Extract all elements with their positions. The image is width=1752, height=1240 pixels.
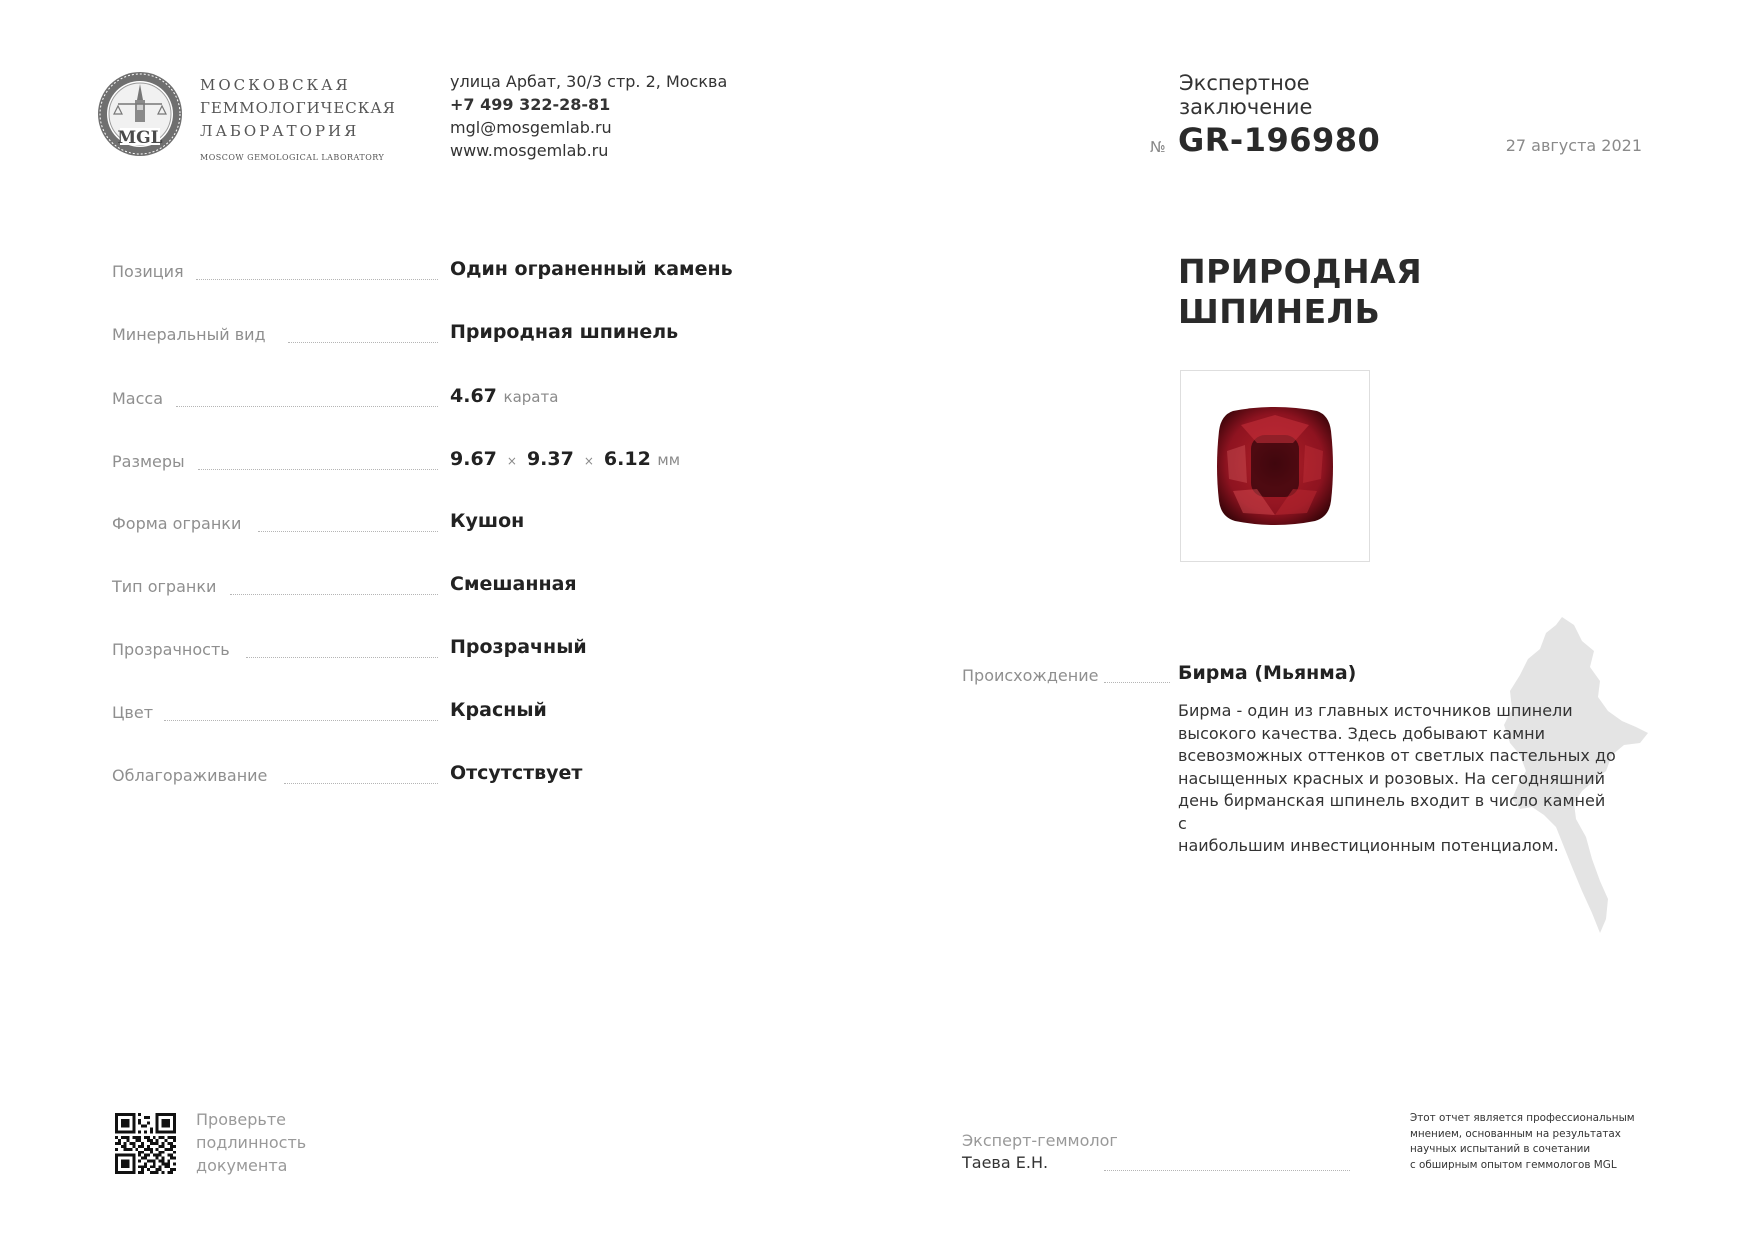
property-row-cut-shape: [112, 510, 1012, 540]
lab-contacts: [450, 70, 727, 162]
dimension-length: 9.67: [450, 448, 497, 470]
mass-unit: карата: [503, 388, 559, 406]
qr-code[interactable]: [115, 1113, 176, 1174]
property-label: Позиция: [112, 262, 184, 281]
property-row-cut-type: [112, 573, 1012, 603]
stone-title-line-2: ШПИНЕЛЬ: [1178, 292, 1381, 331]
property-label: Тип огранки: [112, 577, 217, 596]
signature-line: [1104, 1170, 1350, 1171]
verify-line: документа: [196, 1156, 288, 1175]
leader-dots: [176, 406, 438, 407]
document-kind-line-2: заключение: [1179, 95, 1313, 119]
number-sign: №: [1150, 138, 1166, 156]
stone-photo: [1180, 370, 1370, 562]
disclaimer-line: с обширным опытом геммологов MGL: [1410, 1158, 1617, 1171]
property-row-treatment: [112, 762, 1012, 792]
origin-description-line: высокого качества. Здесь добывают камни: [1178, 723, 1546, 743]
origin-description-line: день бирманская шпинель входит в число камней с: [1178, 791, 1606, 833]
phone-number[interactable]: +7 499 322-28-81: [450, 95, 611, 114]
origin-description-line: всевозможных оттенков от светлых пастельных до: [1178, 746, 1616, 765]
lab-name: [200, 74, 396, 169]
property-row-dimensions: [112, 448, 1012, 478]
disclaimer-line: научных испытаний в сочетании: [1410, 1143, 1591, 1155]
property-value: Прозрачный: [450, 636, 587, 658]
property-value: Кушон: [450, 510, 525, 532]
expert-name: Таева Е.Н.: [962, 1153, 1049, 1172]
disclaimer-line: мнением, основанным на результатах: [1410, 1127, 1621, 1140]
document-kind: [1179, 71, 1312, 119]
dimension-width: 9.37: [526, 448, 574, 470]
leader-dots: [230, 594, 438, 595]
property-label: Прозрачность: [112, 640, 230, 659]
leader-dots: [196, 279, 438, 280]
leader-dots: [198, 469, 438, 470]
origin-label: Происхождение: [962, 666, 1099, 685]
property-value: Смешанная: [450, 573, 577, 595]
property-value: Природная шпинель: [450, 321, 679, 343]
disclaimer: [1410, 1111, 1640, 1173]
document-kind-line-1: Экспертное: [1179, 71, 1310, 95]
disclaimer-line: Этот отчет является профессиональным: [1410, 1112, 1635, 1124]
property-label: Масса: [112, 389, 164, 408]
dimension-unit: мм: [657, 451, 681, 469]
leader-dots: [1104, 682, 1170, 683]
origin-description: [1178, 700, 1618, 858]
leader-dots: [288, 342, 438, 343]
verify-line: Проверьте: [196, 1110, 286, 1129]
lab-name-line-1: МОСКОВСКАЯ: [200, 76, 351, 94]
lab-name-line-2: ГЕММОЛОГИЧЕСКАЯ: [200, 99, 396, 117]
property-value: [450, 385, 558, 407]
property-value: [450, 448, 680, 470]
lab-name-english: MOSCOW GEMOLOGICAL LABORATORY: [200, 153, 385, 162]
times-sign: ×: [506, 454, 517, 468]
leader-dots: [164, 720, 438, 721]
mass-value: 4.67: [450, 385, 497, 407]
origin-description-line: наибольшим инвестиционным потенциалом.: [1178, 836, 1559, 855]
stone-title: [1178, 252, 1422, 332]
expert-title: Эксперт-геммолог: [962, 1131, 1118, 1150]
origin-value: Бирма (Мьянма): [1178, 662, 1357, 684]
origin-description-line: насыщенных красных и розовых. На сегодняшний: [1178, 768, 1606, 788]
property-row-species: [112, 321, 1012, 351]
property-value: Один ограненный камень: [450, 258, 733, 280]
address: улица Арбат, 30/3 стр. 2, Москва: [450, 72, 728, 91]
verify-line: подлинность: [196, 1133, 307, 1152]
mgl-logo-text: MGL: [117, 128, 163, 148]
property-label: Облагораживание: [112, 766, 268, 785]
property-row-color: [112, 699, 1012, 729]
website-link[interactable]: www.mosgemlab.ru: [450, 141, 609, 160]
property-row-position: [112, 258, 1012, 288]
mgl-logo-emblem: [96, 70, 184, 158]
times-sign: ×: [583, 454, 594, 468]
leader-dots: [246, 657, 438, 658]
property-label: Форма огранки: [112, 514, 242, 533]
origin-description-line: Бирма - один из главных источников шпинели: [1178, 701, 1573, 720]
stone-title-line-1: ПРИРОДНАЯ: [1178, 252, 1423, 291]
report-date: 27 августа 2021: [1505, 136, 1642, 155]
property-label: Размеры: [112, 452, 185, 471]
leader-dots: [258, 531, 438, 532]
cushion-spinel-image: [1181, 371, 1369, 561]
property-row-mass: [112, 385, 1012, 415]
report-number: GR-196980: [1178, 121, 1381, 159]
leader-dots: [284, 783, 438, 784]
lab-name-line-3: ЛАБОРАТОРИЯ: [200, 122, 360, 140]
dimension-depth: 6.12: [603, 448, 651, 470]
property-label: Цвет: [112, 703, 154, 722]
property-label: Минеральный вид: [112, 325, 266, 344]
property-row-transparency: [112, 636, 1012, 666]
email-link[interactable]: mgl@mosgemlab.ru: [450, 118, 612, 137]
verify-authenticity-text: [196, 1108, 306, 1177]
property-value: Отсутствует: [450, 762, 583, 784]
property-value: Красный: [450, 699, 547, 721]
